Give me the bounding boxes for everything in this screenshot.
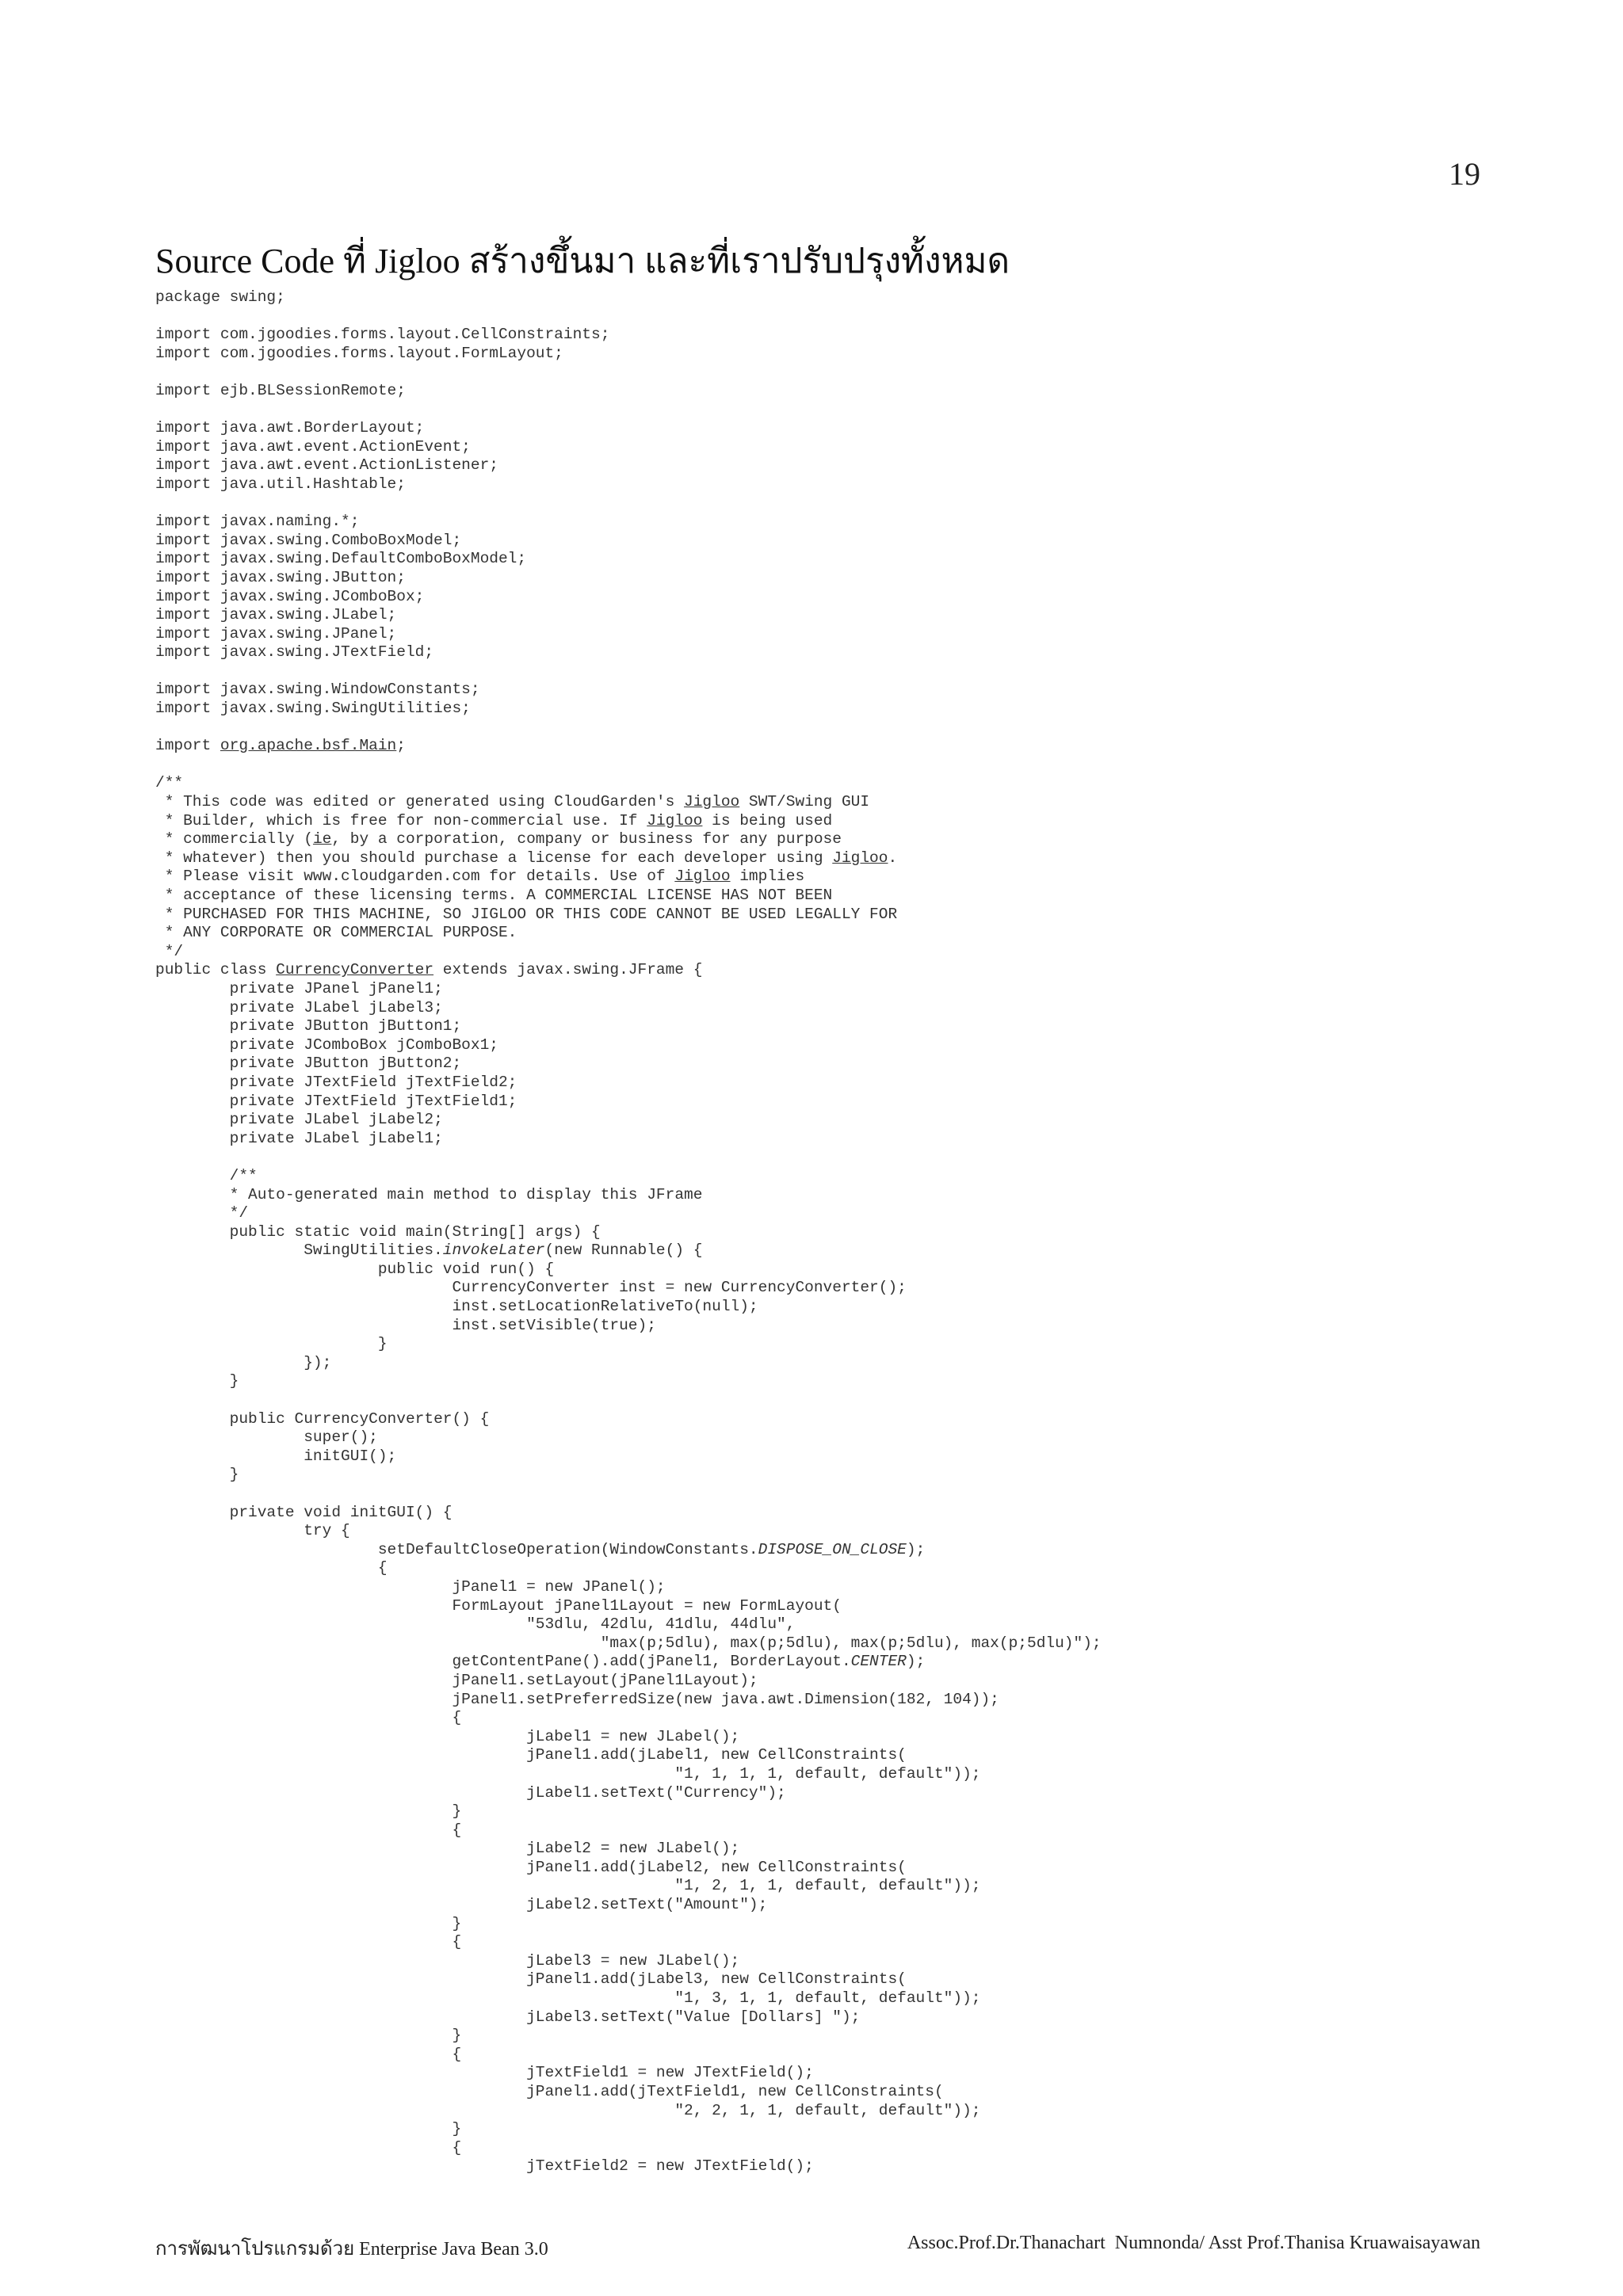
code-line [155,1840,1102,1859]
code-line [155,2046,1102,2065]
code-line [155,1615,1102,1634]
code-text: private JLabel jLabel3; [155,998,443,1016]
code-text: import javax.swing.JButton; [155,568,406,586]
code-line [155,2064,1102,2083]
code-text: extends javax.swing.JFrame { [433,961,703,979]
code-underlined-token: CurrencyConverter [276,961,434,979]
code-text: SWT/Swing GUI [739,793,870,811]
code-text: * whatever) then you should purchase a license for each developer using [155,849,833,867]
code-line [155,943,1102,962]
code-text: super(); [155,1428,378,1447]
code-line [155,1784,1102,1803]
code-line [155,1279,1102,1298]
code-text: setDefaultCloseOperation(WindowConstants. [155,1540,758,1558]
code-italic-token: CENTER [850,1653,907,1671]
code-line [155,1261,1102,1280]
code-line [155,1130,1102,1149]
code-text: import javax.swing.JLabel; [155,606,397,624]
code-text: public CurrencyConverter() { [155,1409,490,1428]
code-line [155,1223,1102,1242]
code-line [155,1485,1102,1504]
code-line [155,1466,1102,1485]
code-text: import javax.swing.JComboBox; [155,587,425,605]
code-underlined-token: Jigloo [832,849,888,867]
code-text: initGUI(); [155,1447,397,1465]
code-line [155,1074,1102,1093]
code-line [155,1728,1102,1747]
code-line [155,643,1102,662]
code-text: inst.setLocationRelativeTo(null); [155,1298,758,1316]
source-code-block [155,288,1102,2176]
code-text: * This code was edited or generated using CloudGarden's [155,793,685,811]
footer-book-title: การพัฒนาโปรแกรมด้วย Enterprise Java Bean 3.0 [155,2239,548,2260]
code-text: public void run() { [155,1260,555,1278]
code-text: * commercially ( [155,830,313,849]
code-text: import ejb.BLSessionRemote; [155,381,406,399]
code-text: } [155,2120,462,2138]
code-line [155,532,1102,551]
code-text: * Auto-generated main method to display this JFrame [155,1185,703,1203]
code-text: import javax.swing.DefaultComboBoxModel; [155,550,527,568]
code-line [155,401,1102,420]
code-line [155,887,1102,906]
code-text: jPanel1.setPreferredSize(new java.awt.Dimension(182, 104)); [155,1690,999,1708]
code-text: /** [155,774,184,792]
code-text: jPanel1.add(jLabel2, new CellConstraints( [155,1858,907,1876]
code-text: jTextField1 = new JTextField(); [155,2064,814,2082]
code-text: "1, 2, 1, 1, default, default")); [155,1877,981,1895]
code-text: } [155,1914,462,1932]
code-line [155,1148,1102,1167]
code-text: "53dlu, 42dlu, 41dlu, 44dlu", [155,1615,796,1634]
code-text: { [155,1709,462,1727]
code-line [155,1111,1102,1130]
code-line [155,288,1102,307]
code-text: jLabel3 = new JLabel(); [155,1951,740,1970]
code-line [155,830,1102,849]
code-italic-token: invokeLater [442,1241,545,1260]
code-text: */ [155,942,184,960]
code-text: "max(p;5dlu), max(p;5dlu), max(p;5dlu), max(p;5dlu)"); [155,1634,1102,1652]
code-text: import java.awt.event.ActionListener; [155,456,498,475]
code-text: * Please visit www.cloudgarden.com for details. Use of [155,868,675,886]
code-text: import java.util.Hashtable; [155,475,406,493]
code-text: public static void main(String[] args) { [155,1222,601,1241]
code-line [155,737,1102,756]
code-text: private JPanel jPanel1; [155,979,443,997]
code-line [155,363,1102,382]
code-line [155,1859,1102,1878]
code-line [155,1989,1102,2008]
code-text: CurrencyConverter inst = new CurrencyConverter(); [155,1279,907,1297]
code-line [155,1541,1102,1560]
code-text: } [155,2027,462,2045]
code-text: } [155,1372,239,1390]
code-text: import java.awt.event.ActionEvent; [155,437,471,456]
code-text: import javax.swing.JTextField; [155,643,434,662]
code-line [155,1691,1102,1710]
code-line [155,1204,1102,1223]
code-text: { [155,1821,462,1839]
code-line [155,1055,1102,1074]
code-text: { [155,1933,462,1951]
code-line [155,1317,1102,1336]
code-text: package swing; [155,288,285,306]
code-line [155,1167,1102,1186]
code-text: private JButton jButton2; [155,1055,462,1073]
code-text: (new Runnable() { [544,1241,703,1260]
code-text: jPanel1 = new JPanel(); [155,1577,666,1596]
code-text: private JTextField jTextField1; [155,1092,517,1110]
code-line [155,1746,1102,1765]
code-text: "1, 1, 1, 1, default, default")); [155,1764,981,1783]
code-line [155,961,1102,980]
code-italic-token: DISPOSE_ON_CLOSE [758,1540,907,1558]
code-line [155,1653,1102,1672]
code-text: "1, 3, 1, 1, default, default")); [155,1989,981,2008]
code-line [155,924,1102,943]
code-line [155,456,1102,475]
code-text: } [155,1335,388,1353]
code-text: import javax.swing.WindowConstants; [155,681,480,699]
code-line [155,1559,1102,1578]
footer-authors: Assoc.Prof.Dr.Thanachart Numnonda/ Asst Prof.Thanisa Kruawaisayawan [907,2233,1480,2253]
code-text: jPanel1.add(jTextField1, new CellConstraints( [155,2083,944,2100]
code-text: . [888,849,898,867]
code-line [155,719,1102,738]
code-line [155,1709,1102,1728]
code-line [155,868,1102,887]
code-line [155,494,1102,513]
code-underlined-token: Jigloo [684,793,740,811]
code-line [155,774,1102,793]
code-text: import javax.swing.ComboBoxModel; [155,531,462,549]
code-line [155,1186,1102,1205]
code-text: jPanel1.setLayout(jPanel1Layout); [155,1671,758,1689]
code-line [155,662,1102,681]
code-line [155,1915,1102,1934]
code-line [155,1877,1102,1896]
code-line [155,1970,1102,1989]
code-line [155,475,1102,494]
code-text: { [155,1559,388,1577]
code-line [155,588,1102,607]
code-line [155,700,1102,719]
code-line [155,2120,1102,2139]
code-line [155,345,1102,364]
code-line [155,1447,1102,1466]
code-line [155,419,1102,438]
code-line [155,307,1102,326]
code-underlined-token: ie [312,830,332,849]
code-text: import com.jgoodies.forms.layout.FormLayout; [155,344,563,362]
code-line [155,1634,1102,1653]
code-line [155,513,1102,532]
code-text: inst.setVisible(true); [155,1316,656,1334]
code-line [155,1241,1102,1261]
code-line [155,1093,1102,1112]
code-line [155,980,1102,999]
code-line [155,1298,1102,1317]
code-line [155,1391,1102,1410]
code-line [155,2102,1102,2121]
code-text: private JButton jButton1; [155,1017,462,1035]
code-line [155,438,1102,457]
code-text: ); [906,1653,926,1671]
code-text: import java.awt.BorderLayout; [155,419,425,437]
code-text: jLabel1 = new JLabel(); [155,1727,740,1745]
code-text: private JComboBox jComboBox1; [155,1035,498,1054]
code-line [155,999,1102,1018]
code-line [155,606,1102,625]
code-line [155,1036,1102,1055]
code-line [155,1017,1102,1036]
section-heading: Source Code ที่ Jigloo สร้างขึ้นมา และที่เราปรับปรุงทั้งหมด [155,242,1010,280]
code-text: private JTextField jTextField2; [155,1073,517,1091]
code-line [155,1821,1102,1840]
code-text: ; [396,737,406,755]
code-text: getContentPane().add(jPanel1, BorderLayout. [155,1653,851,1671]
code-line [155,1765,1102,1784]
code-line [155,569,1102,588]
code-text: private JLabel jLabel1; [155,1129,443,1147]
code-text: } [155,1466,239,1484]
code-text: , by a corporation, company or business for any purpose [331,830,842,849]
code-line [155,1410,1102,1429]
code-underlined-token: org.apache.bsf.Main [220,737,397,755]
code-line [155,681,1102,700]
code-text: jLabel3.setText("Value [Dollars] "); [155,2008,861,2026]
code-text: import javax.swing.JPanel; [155,624,397,643]
code-text: { [155,2045,462,2063]
code-text: * Builder, which is free for non-commercial use. If [155,811,647,830]
code-text: private JLabel jLabel2; [155,1111,443,1129]
code-line [155,2027,1102,2046]
code-text: jLabel2 = new JLabel(); [155,1840,740,1858]
code-line [155,1802,1102,1821]
code-text: "2, 2, 1, 1, default, default")); [155,2101,981,2119]
code-text: FormLayout jPanel1Layout = new FormLayout( [155,1596,842,1615]
code-text: public class [155,961,277,979]
code-line [155,1428,1102,1447]
code-text: }); [155,1353,332,1371]
code-text: import [155,737,220,755]
code-text: /** [155,1166,258,1184]
code-text: jTextField2 = new JTextField(); [155,2157,814,2176]
code-text: private void initGUI() { [155,1503,453,1521]
code-line [155,1522,1102,1541]
code-line [155,849,1102,868]
code-line [155,1952,1102,1971]
code-text: is being used [702,811,833,830]
code-line [155,326,1102,345]
code-text: implies [730,868,805,886]
code-line [155,1372,1102,1391]
code-line [155,2157,1102,2176]
code-line [155,812,1102,831]
code-text: } [155,1802,462,1821]
code-text: import com.jgoodies.forms.layout.CellConstraints; [155,326,610,344]
code-line [155,382,1102,401]
code-text: */ [155,1204,249,1222]
code-line [155,756,1102,775]
code-line [155,1504,1102,1523]
code-text: * acceptance of these licensing terms. A COMMERCIAL LICENSE HAS NOT BEEN [155,887,833,904]
code-line [155,2139,1102,2158]
code-text: import javax.naming.*; [155,513,360,531]
code-line [155,1896,1102,1915]
code-line [155,793,1102,812]
code-line [155,2008,1102,2027]
code-text: ); [906,1540,926,1558]
code-text: try { [155,1522,350,1540]
code-text: jPanel1.add(jLabel3, new CellConstraints( [155,1970,907,1989]
code-underlined-token: Jigloo [674,868,731,886]
code-underlined-token: Jigloo [647,811,703,830]
code-line [155,1672,1102,1691]
code-line [155,550,1102,569]
code-line [155,1354,1102,1373]
code-line [155,625,1102,644]
code-line [155,1933,1102,1952]
code-text: { [155,2138,462,2157]
code-line [155,1578,1102,1597]
code-text: SwingUtilities. [155,1241,443,1260]
code-text: import javax.swing.SwingUtilities; [155,700,471,718]
code-line [155,906,1102,925]
code-text: * PURCHASED FOR THIS MACHINE, SO JIGLOO OR THIS CODE CANNOT BE USED LEGALLY FOR [155,905,898,923]
code-text: jPanel1.add(jLabel1, new CellConstraints( [155,1746,907,1764]
code-text: * ANY CORPORATE OR COMMERCIAL PURPOSE. [155,924,517,942]
code-text: jLabel1.setText("Currency"); [155,1783,786,1802]
code-line [155,1597,1102,1616]
code-text: jLabel2.setText("Amount"); [155,1896,768,1914]
page-number: 19 [1449,156,1480,192]
code-line [155,2083,1102,2102]
code-line [155,1335,1102,1354]
